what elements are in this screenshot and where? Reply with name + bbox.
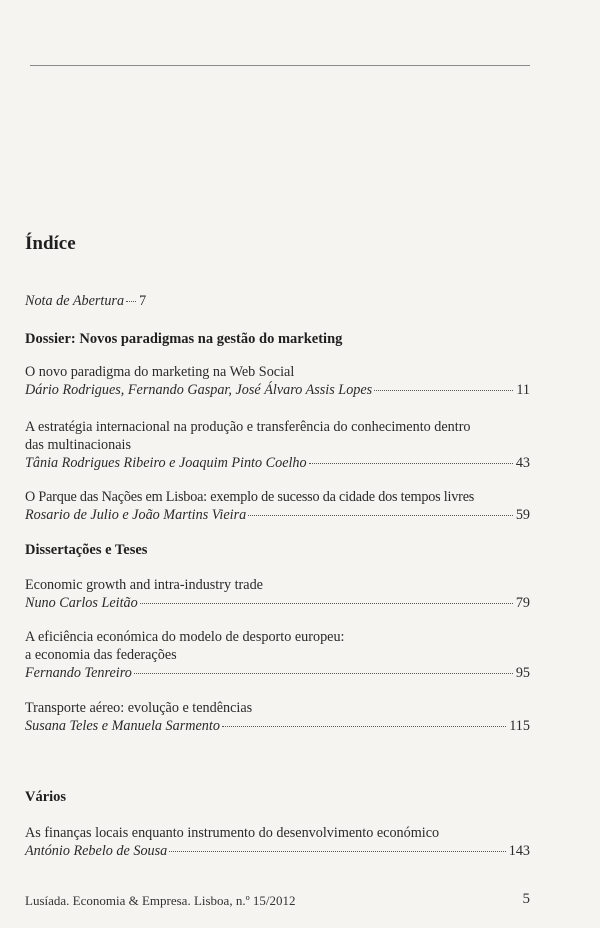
page-number: 5 — [522, 891, 530, 907]
toc-page-number: 11 — [516, 382, 530, 398]
leader-dots — [126, 301, 136, 302]
leader-dots — [140, 603, 513, 604]
toc-page-number: 143 — [508, 843, 530, 859]
toc-entry[interactable] — [25, 699, 530, 735]
toc-entry-authors: Nuno Carlos Leitão — [25, 595, 138, 611]
toc-entry-author-line — [25, 842, 530, 860]
toc-entry-author-line — [25, 717, 530, 735]
toc-entry-authors: Susana Teles e Manuela Sarmento — [25, 718, 220, 734]
toc-entry-opening-note[interactable] — [25, 292, 146, 310]
toc-entry-author-line — [25, 594, 530, 612]
leader-dots — [134, 673, 513, 674]
toc-entry-title: O Parque das Nações em Lisboa: exemplo de sucesso da cidade dos tempos livres — [25, 489, 475, 505]
section-heading-dissertations: Dissertações e Teses — [25, 542, 148, 558]
toc-entry-label: Nota de Abertura — [25, 293, 125, 309]
journal-footer: Lusíada. Economia & Empresa. Lisboa, n.º 15/2012 — [25, 893, 296, 908]
toc-page-number: 7 — [139, 293, 147, 309]
toc-entry-author-line — [25, 506, 530, 524]
toc-entry-title: As finanças locais enquanto instrumento do desenvolvimento económico — [25, 825, 440, 841]
toc-entry-title-continued: das multinacionais — [25, 437, 131, 453]
toc-entry-author-line — [25, 664, 530, 682]
toc-entry[interactable] — [25, 824, 530, 860]
toc-entry-title: A eficiência económica do modelo de desporto europeu: — [25, 629, 345, 645]
leader-dots — [169, 851, 505, 852]
toc-entry[interactable] — [25, 418, 530, 472]
toc-entry-title: A estratégia internacional na produção e transferência do conhecimento dentro — [25, 419, 471, 435]
section-heading-dossier: Dossier: Novos paradigmas na gestão do marketing — [25, 331, 343, 347]
leader-dots — [248, 515, 513, 516]
toc-entry-title: Transporte aéreo: evolução e tendências — [25, 700, 253, 716]
toc-entry-author-line — [25, 454, 530, 472]
toc-entry[interactable] — [25, 576, 530, 612]
toc-entry[interactable] — [25, 363, 530, 399]
toc-entry[interactable] — [25, 488, 530, 524]
toc-entry-title: O novo paradigma do marketing na Web Social — [25, 364, 295, 380]
toc-page-number: 95 — [515, 665, 530, 681]
toc-entry-title-continued: a economia das federações — [25, 647, 177, 663]
toc-entry-author-line — [25, 381, 530, 399]
toc-entry-authors: Rosario de Julio e João Martins Vieira — [25, 507, 247, 523]
toc-entry-authors: Fernando Tenreiro — [25, 665, 132, 681]
toc-entry-authors: António Rebelo de Sousa — [25, 843, 168, 859]
toc-page-number: 79 — [515, 595, 530, 611]
header-rule — [30, 65, 530, 66]
leader-dots — [374, 390, 513, 391]
toc-page-number: 43 — [515, 455, 530, 471]
toc-entry-authors: Tânia Rodrigues Ribeiro e Joaquim Pinto Coelho — [25, 455, 307, 471]
toc-page-number: 115 — [509, 718, 530, 734]
page-title: Índíce — [25, 233, 76, 254]
leader-dots — [309, 463, 513, 464]
toc-entry-title: Economic growth and intra-industry trade — [25, 577, 263, 593]
section-heading-various: Vários — [25, 789, 67, 805]
toc-entry[interactable] — [25, 628, 530, 682]
toc-entry-authors: Dário Rodrigues, Fernando Gaspar, José Álvaro Assis Lopes — [25, 382, 373, 398]
toc-page-number: 59 — [515, 507, 530, 523]
leader-dots — [222, 726, 506, 727]
